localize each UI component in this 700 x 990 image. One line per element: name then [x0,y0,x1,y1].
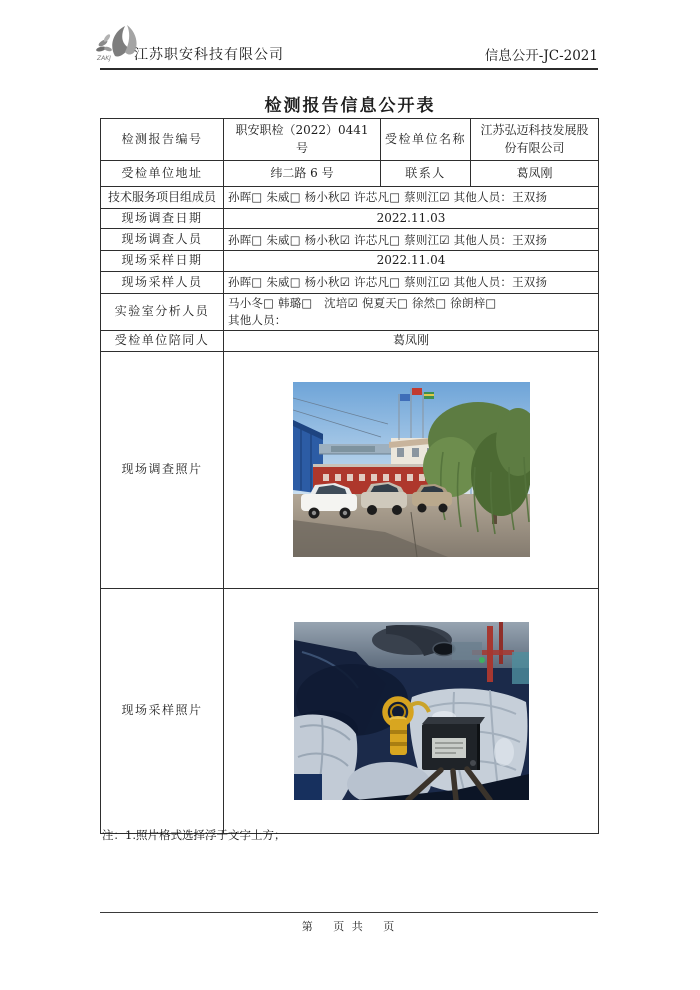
table-row [101,119,599,161]
table-row [101,209,599,229]
doc-code: 信息公开-JC-2021 [484,48,598,64]
survey-staff-checkboxes: 孙晖□ 朱威□ 杨小秋☑ 许芯凡□ 蔡则江☑ 其他人员：王双扬 [224,229,599,251]
table-row [101,330,599,351]
survey-staff-label: 现场调查人员 [101,229,224,251]
lab-staff-label: 实验室分析人员 [101,293,224,330]
table-row [101,251,599,271]
lab-staff-line1: 马小冬□ 韩璐□ 沈培☑ 倪夏天□ 徐然□ 徐朗梓□ [228,296,497,311]
table-row [101,161,599,187]
table-row [101,187,599,209]
client-name-value: 江苏弘迈科技发展股份有限公司 [471,119,599,161]
sampling-date-label: 现场采样日期 [101,251,224,271]
report-info-table [100,118,599,834]
sampling-photo-label: 现场采样照片 [101,588,224,833]
client-addr-label: 受检单位地址 [101,161,224,187]
sampling-staff-label: 现场采样人员 [101,271,224,293]
table-row [101,351,599,588]
lab-staff-line2: 其他人员： [228,312,287,327]
company-name: 江苏职安科技有限公司 [134,47,284,63]
table-row [101,293,599,330]
sampling-photo [294,622,529,800]
survey-date-value: 2022.11.03 [224,209,599,229]
client-addr-value: 纬二路 6 号 [224,161,381,187]
sampling-date-value: 2022.11.04 [224,251,599,271]
page-title: 检测报告信息公开表 [264,96,436,116]
table-row [101,271,599,293]
contact-label: 联系人 [381,161,471,187]
table-row [101,229,599,251]
report-no-value: 职安职检（2022）0441 号 [224,119,381,161]
escort-value: 葛凤刚 [224,330,599,351]
sampling-staff-checkboxes: 孙晖□ 朱威□ 杨小秋☑ 许芯凡□ 蔡则江☑ 其他人员：王双扬 [224,271,599,293]
team-label: 技术服务项目组成员 [101,187,224,209]
client-name-label: 受检单位名称 [381,119,471,161]
page-header [97,24,598,70]
page-footer [100,912,598,934]
report-no-label: 检测报告编号 [101,119,224,161]
footnote: 注：1.照片格式选择浮于文字上方； [102,828,286,842]
survey-photo [293,382,530,557]
lab-staff-checkboxes [224,293,599,330]
sampling-photo-cell [224,588,599,833]
survey-date-label: 现场调查日期 [101,209,224,229]
team-members-checkboxes: 孙晖□ 朱威□ 杨小秋☑ 许芯凡□ 蔡则江☑ 其他人员：王双扬 [224,187,599,209]
table-row [101,588,599,833]
survey-photo-label: 现场调查照片 [101,351,224,588]
logo-text: ZAKJ [97,55,111,62]
survey-photo-cell [224,351,599,588]
contact-value: 葛凤刚 [471,161,599,187]
escort-label: 受检单位陪同人 [101,330,224,351]
page-number: 第 页 共 页 [301,920,397,933]
